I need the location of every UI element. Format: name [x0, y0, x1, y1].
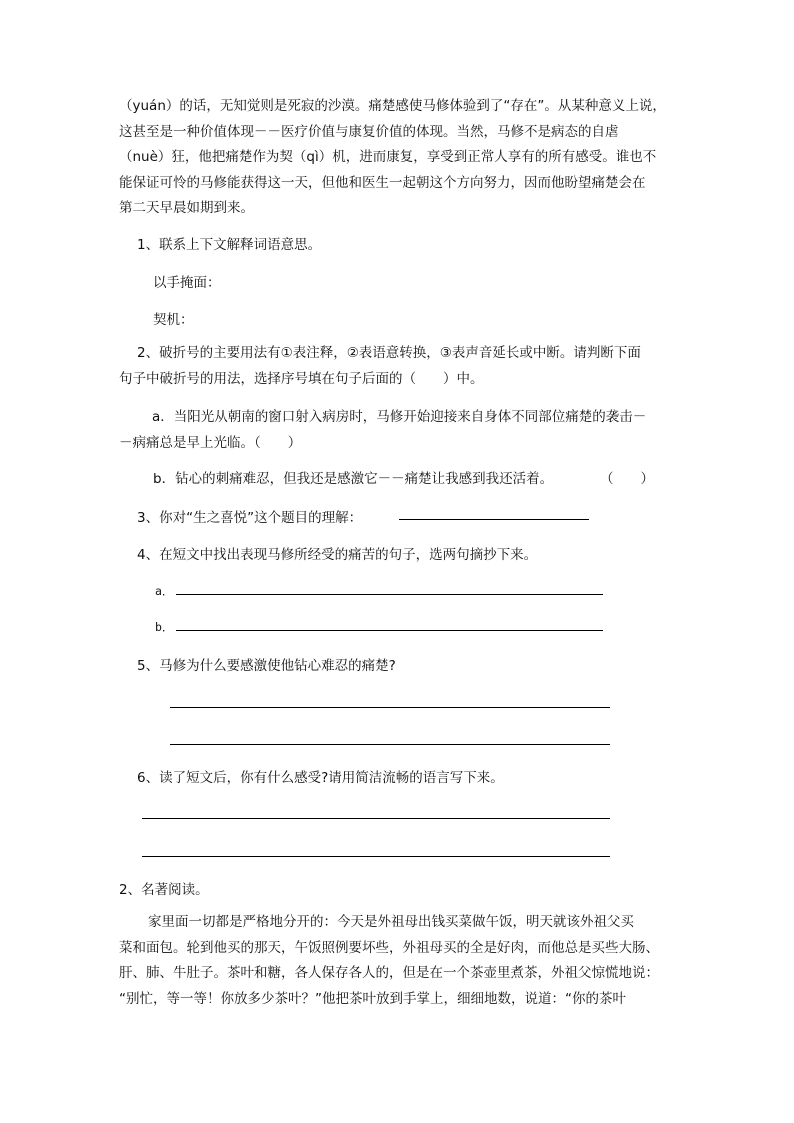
passage-2-line-2: 菜和面包。轮到他买的那天，午饭照例要坏些，外祖母买的全是好肉，而他总是买些大肠、: [119, 939, 659, 956]
question-2-prompt-line-1: 2、破折号的主要用法有①表注释，②表语意转换，③表声音延长或中断。请判断下面: [137, 345, 641, 361]
question-2-prompt: [119, 341, 679, 392]
passage-line: （nuè）狂，他把痛楚作为契（qì）机，进而康复，享受到正常人享有的所有感受。谁也不: [119, 149, 657, 165]
passage-2-line-1: 家里面一切都是严格地分开的：今天是外祖母出钱买菜做午饭，明天就该外祖父买: [148, 914, 634, 930]
answer-line[interactable]: [176, 630, 603, 631]
section-2-title: 2、名著阅读。: [119, 882, 209, 898]
question-4-label-a: a．: [155, 584, 174, 598]
question-3-prompt: 3、你对“生之喜悦”这个题目的理解：: [137, 510, 363, 526]
question-1-prompt: 1、联系上下文解释词语意思。: [137, 237, 322, 253]
passage-2-line-3: 肝、肺、牛肚子。茶叶和糖，各人保存各人的，但是在一个茶壶里煮茶，外祖父惊慌地说：: [119, 965, 659, 981]
question-2-item-a: [119, 405, 679, 456]
question-5-prompt: 5、马修为什么要感激使他钻心难忍的痛楚?: [137, 658, 396, 674]
question-2-prompt-line-2: 句子中破折号的用法，选择序号填在句子后面的（ ）中。: [119, 370, 484, 387]
answer-line[interactable]: [399, 519, 589, 520]
question-6-prompt: 6、读了短文后，你有什么感受?请用简洁流畅的语言写下来。: [137, 770, 504, 786]
passage-2: [119, 910, 679, 1012]
passage-1: [119, 94, 679, 222]
question-4-prompt: 4、在短文中找出表现马修所经受的痛苦的句子，选两句摘抄下来。: [137, 547, 538, 563]
question-2-a-line-2: －病痛总是早上光临。（ ）: [119, 434, 302, 451]
passage-line: 这甚至是一种价值体现－－医疗价值与康复价值的体现。当然，马修不是病态的自虐: [119, 123, 619, 140]
question-1-item-1: 以手掩面：: [153, 275, 221, 291]
answer-line[interactable]: [142, 818, 610, 819]
question-4-label-b: b．: [155, 620, 174, 634]
question-2-b-text: b．钻心的刺痛难忍，但我还是感激它－－痛楚让我感到我还活着。: [153, 471, 554, 487]
answer-line[interactable]: [170, 707, 610, 708]
passage-line: 能保证可怜的马修能获得这一天，但他和医生一起朝这个方向努力，因而他盼望痛楚会在: [119, 174, 646, 191]
passage-line: （yuán）的话，无知觉则是死寂的沙漠。痛楚感使马修体验到了“存在”。从某种意义上说，: [119, 98, 666, 114]
passage-2-line-4: “别忙，等一等！你放多少茶叶？”他把茶叶放到手掌上，细细地数，说道：“你的茶叶: [119, 990, 626, 1007]
passage-line: 第二天早晨如期到来。: [119, 200, 254, 216]
question-3: [137, 506, 362, 526]
answer-line[interactable]: [176, 594, 603, 595]
answer-parentheses[interactable]: （ ）: [600, 471, 654, 487]
question-1-item-2: 契机：: [153, 312, 194, 328]
question-2-a-line-1: a．当阳光从朝南的窗口射入病房时，马修开始迎接来自身体不同部位痛楚的袭击－: [152, 409, 647, 425]
question-2-item-b: [153, 467, 553, 487]
answer-line[interactable]: [142, 856, 610, 857]
answer-line[interactable]: [170, 744, 610, 745]
